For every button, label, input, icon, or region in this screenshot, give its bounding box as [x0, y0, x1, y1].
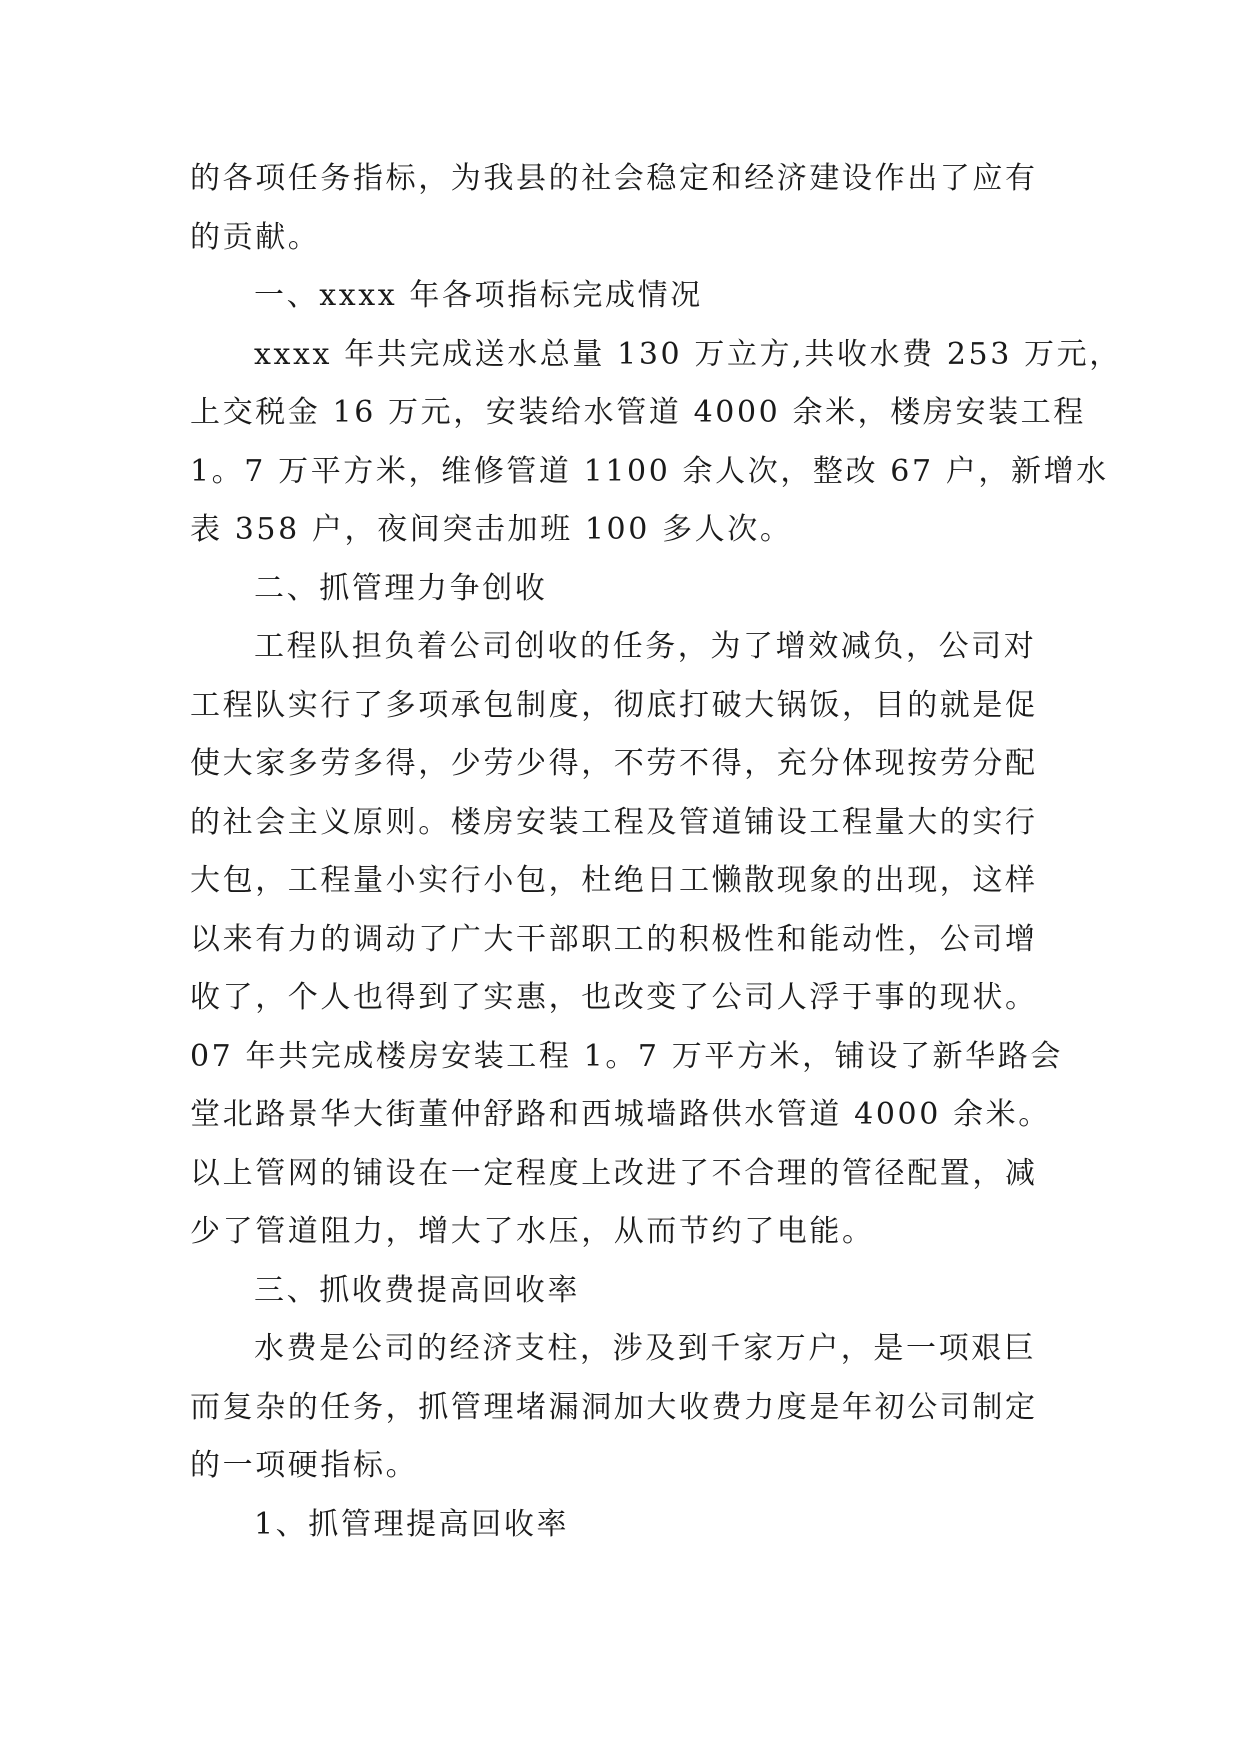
- paragraph-first-line: xxxx 年共完成送水总量 130 万立方,共收水费 253 万元，: [254, 336, 1122, 372]
- text-line: 07 年共完成楼房安装工程 1。7 万平方米，铺设了新华路会: [190, 1038, 1063, 1074]
- section-heading: 三、抓收费提高回收率: [254, 1272, 580, 1308]
- text-line: 的各项任务指标，为我县的社会稳定和经济建设作出了应有: [190, 161, 1038, 196]
- text-line: 堂北路景华大街董仲舒路和西城墙路供水管道 4000 余米。: [190, 1097, 1051, 1132]
- paragraph-first-line: 水费是公司的经济支柱，涉及到千家万户，是一项艰巨: [254, 1331, 1037, 1366]
- section-heading: 一、xxxx 年各项指标完成情况: [254, 278, 703, 313]
- text-line: 以来有力的调动了广大干部职工的积极性和能动性，公司增: [190, 921, 1038, 957]
- text-line: 的社会主义原则。楼房安装工程及管道铺设工程量大的实行: [190, 804, 1038, 840]
- document-body: [190, 150, 1122, 1554]
- text-line: 的一项硬指标。: [190, 1448, 419, 1483]
- subsection-heading: 1、抓管理提高回收率: [254, 1506, 570, 1542]
- text-line: 收了，个人也得到了实惠，也改变了公司人浮于事的现状。: [190, 980, 1038, 1015]
- paragraph-first-line: 工程队担负着公司创收的任务，为了增效减负，公司对: [254, 629, 1037, 664]
- text-line: 使大家多劳多得，少劳少得，不劳不得，充分体现按劳分配: [190, 746, 1038, 781]
- text-line: 而复杂的任务，抓管理堵漏洞加大收费力度是年初公司制定: [190, 1389, 1038, 1425]
- text-line: 1。7 万平方米，维修管道 1100 余人次，整改 67 户，新增水: [190, 453, 1109, 489]
- text-line: 表 358 户，夜间突击加班 100 多人次。: [190, 512, 793, 547]
- text-line: 的贡献。: [190, 219, 321, 255]
- text-line: 工程队实行了多项承包制度，彻底打破大锅饭，目的就是促: [190, 687, 1038, 723]
- text-line: 大包，工程量小实行小包，杜绝日工懒散现象的出现，这样: [190, 863, 1038, 898]
- text-line: 少了管道阻力，增大了水压，从而节约了电能。: [190, 1214, 875, 1249]
- text-line: 以上管网的铺设在一定程度上改进了不合理的管径配置，减: [190, 1155, 1038, 1191]
- text-line: 上交税金 16 万元，安装给水管道 4000 余米，楼房安装工程: [190, 395, 1086, 430]
- section-heading: 二、抓管理力争创收: [254, 570, 548, 606]
